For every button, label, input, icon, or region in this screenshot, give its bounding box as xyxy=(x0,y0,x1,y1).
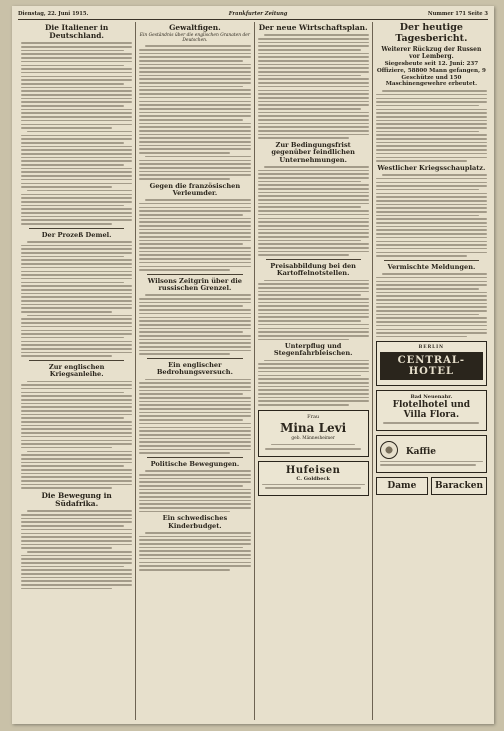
divider xyxy=(29,360,124,361)
article-heading: Unterpflug und Stegenfahrbleischen. xyxy=(273,342,353,358)
article-text xyxy=(139,379,250,454)
ad-title: Hufeisen xyxy=(285,464,341,476)
lead-headline: Der heutige Tagesbericht. xyxy=(395,22,468,44)
article-text xyxy=(139,45,250,179)
ad-title: Dame xyxy=(387,480,417,491)
divider xyxy=(147,358,242,359)
divider xyxy=(147,457,242,458)
article-heading: Zur Bedingungsfrist gegenüber feindlichen Unternehmungen. xyxy=(271,141,355,164)
article-text xyxy=(376,174,487,257)
masthead-date: Dienstag, 22. Juni 1915. xyxy=(18,11,89,17)
divider xyxy=(29,228,124,229)
columns xyxy=(18,22,490,720)
ad-subline: geb. Männesheimer xyxy=(291,435,335,441)
article-text xyxy=(21,510,132,589)
article-text xyxy=(258,360,369,406)
article-heading: Westlicher Kriegsschauplatz. xyxy=(377,163,486,172)
advertisement-kaffee xyxy=(376,435,487,473)
article-text xyxy=(139,532,250,570)
ad-product: Kaffie xyxy=(405,447,437,458)
article-heading: Die Bewegung in Südafrika. xyxy=(41,491,112,509)
masthead xyxy=(18,9,488,20)
article-heading: Gewaltfigen. xyxy=(169,23,221,32)
article-heading: Gegen die französischen Verleumder. xyxy=(149,181,241,197)
column-2 xyxy=(136,22,254,720)
advertisement-baracken xyxy=(431,477,487,495)
advertisement-dame xyxy=(376,477,428,495)
column-1 xyxy=(18,22,136,720)
ad-prefix: Frau xyxy=(307,413,320,420)
article-text xyxy=(258,34,369,139)
article-heading: Der neue Wirtschaftsplan. xyxy=(258,23,368,32)
article-text xyxy=(258,280,369,341)
article-heading: Vermischte Meldungen. xyxy=(387,262,476,271)
advertisement-central-hotel xyxy=(376,341,487,386)
article-text xyxy=(376,273,487,337)
lead-deck: Weiterer Rückzug der Russen vor Lemberg. xyxy=(381,45,482,61)
divider xyxy=(147,274,242,275)
advertisement-hufeisen xyxy=(258,461,369,496)
column-3 xyxy=(255,22,373,720)
article-text xyxy=(258,166,369,256)
masthead-title: Frankfurter Zeitung xyxy=(228,11,288,17)
column-4 xyxy=(373,22,490,720)
masthead-page-number: Nummer 171 Seite 3 xyxy=(427,11,488,17)
article-subheading: Ein Geständnis über die englischen Granaten der Deutschen. xyxy=(139,33,250,44)
ad-hotel-title: Flotelhotel und Villa Flora. xyxy=(392,400,471,421)
ad-row xyxy=(376,477,487,495)
ad-city: BERLIN xyxy=(418,345,445,351)
divider xyxy=(266,259,361,260)
ad-company: C. Goldbeck xyxy=(296,475,330,482)
advertisement-mina-levi xyxy=(258,410,369,457)
ad-title: Baracken xyxy=(435,480,483,491)
article-text xyxy=(139,294,250,355)
article-heading: Politische Bewegungen. xyxy=(150,459,240,468)
ad-location: Bad Neuenahr. xyxy=(410,394,453,401)
coffee-logo-icon xyxy=(380,441,398,459)
article-heading: Wilsons Zeitgrin über die russischen Grenzel. xyxy=(147,276,242,293)
article-heading: Der Prozeß Demel. xyxy=(41,230,112,239)
advertisement-flora xyxy=(376,390,487,431)
article-text xyxy=(21,241,132,357)
ad-hotel-name: CENTRAL-HOTEL xyxy=(380,352,483,380)
article-text xyxy=(139,199,250,271)
divider xyxy=(384,260,479,261)
lead-deck-2: Siegesbeute seit 12. Juni: 237 Offiziere, 58800 Mann gefangen, 9 Geschütze und 150 Maschinengewehre erbeutet. xyxy=(376,61,486,88)
ad-name: Mina Levi xyxy=(280,420,347,435)
article-text xyxy=(21,381,132,490)
article-heading: Die Italiener in Deutschland. xyxy=(45,23,109,41)
article-heading: Ein schwedisches Kinderbudget. xyxy=(162,514,228,530)
newspaper-page xyxy=(12,6,494,724)
article-heading: Preisabbildung bei den Kartoffelnotstellen. xyxy=(270,262,356,278)
article-text xyxy=(139,470,250,512)
article-text xyxy=(21,42,132,224)
article-text xyxy=(376,90,487,162)
article-heading: Ein englischer Bedrohungsversuch. xyxy=(156,361,233,377)
article-heading: Zur englischen Kriegsanleihe. xyxy=(48,362,105,379)
